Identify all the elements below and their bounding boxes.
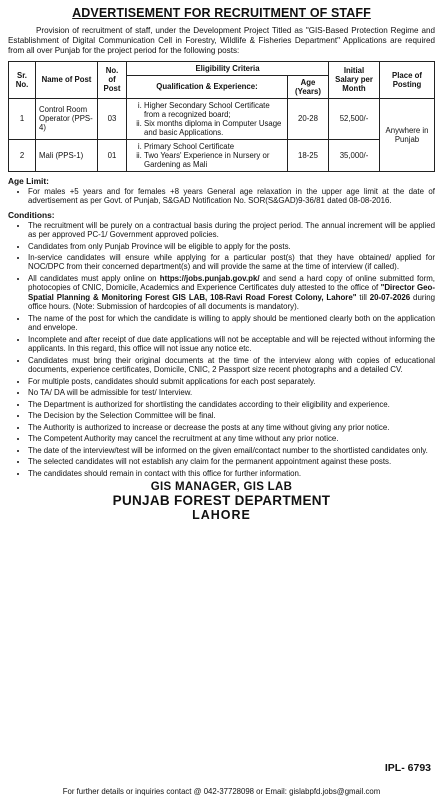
condition-item: • For multiple posts, candidates should submit applications for each post separately. xyxy=(28,377,435,386)
qualification-item: ii. Six months diploma in Computer Usage and basic Applications. xyxy=(144,119,284,137)
condition-item: • The name of the post for which the candidate is willing to apply should be mentioned clearly both on the application and envelope. xyxy=(28,314,435,333)
apply-text: till xyxy=(356,292,370,302)
qualification-item: ii. Two Years' Experience in Nursery or Gardening as Mali xyxy=(144,151,284,169)
contact-line: For further details or inquiries contact @ 042-37728098 or Email: gislabpfd.jobs@gmail.com xyxy=(62,787,381,796)
condition-item: • The Competent Authority may cancel the recruitment at any time without any prior notice. xyxy=(28,434,435,443)
header-place: Place of Posting xyxy=(380,61,435,98)
condition-item: • The Authority is authorized to increase or decrease the posts at any time without giving any prior notice. xyxy=(28,423,435,432)
condition-item: • In-service candidates will ensure while applying for a particular post(s) that they have obtained/ applied for NOC/DPC from their concerned department(s) and will provide the same at the time of interview (if called). xyxy=(28,253,435,272)
condition-item: • The Department is authorized for shortlisting the candidates according to their eligibility and experience. xyxy=(28,400,435,409)
condition-item-apply-online xyxy=(28,274,435,312)
intro-paragraph: Provision of recruitment of staff, under the Development Project Titled as "GIS-Based Protection Regime and Establishment of Digital Communication Cell in Forestry, Wildlife & Fisheries Department" Applications are required from all over Punjab for the project period for the following posts: xyxy=(8,26,435,55)
row-post: Control Room Operator (PPS-4) xyxy=(36,98,98,139)
header-criteria: Eligibility Criteria xyxy=(127,61,329,75)
row-post: Mali (PPS-1) xyxy=(36,139,98,171)
posts-table xyxy=(8,61,435,172)
qualification-item: i. Higher Secondary School Certificate from a recognized board; xyxy=(144,101,284,119)
header-salary: Initial Salary per Month xyxy=(329,61,380,98)
condition-item: • No TA/ DA will be admissible for test/ Interview. xyxy=(28,388,435,397)
row-count: 01 xyxy=(98,139,127,171)
condition-item: • Incomplete and after receipt of due date applications will not be acceptable and will be rejected without informing the applicants. In this regard, this office will not issue any notice etc. xyxy=(28,335,435,354)
header-qualification: Qualification & Experience: xyxy=(127,75,288,98)
jobs-portal-link[interactable]: https://jobs.punjab.gov.pk/ xyxy=(159,273,260,283)
row-salary: 52,500/- xyxy=(329,98,380,139)
apply-text: All candidates must apply online on xyxy=(28,273,160,283)
row-sr: 1 xyxy=(9,98,36,139)
conditions-heading: Conditions: xyxy=(8,209,55,220)
page-title: ADVERTISEMENT FOR RECRUITMENT OF STAFF xyxy=(72,6,371,20)
condition-item: • The candidates should remain in contact with this office for further information. xyxy=(28,469,435,478)
advertisement-page xyxy=(0,6,443,804)
header-sr: Sr. No. xyxy=(9,61,36,98)
header-count: No. of Post xyxy=(98,61,127,98)
condition-item: • The selected candidates will not establish any claim for the permanent appointment against these posts. xyxy=(28,457,435,466)
place-of-posting: Anywhere in Punjab xyxy=(380,98,435,171)
qualification-item: i. Primary School Certificate xyxy=(144,142,284,151)
row-sr: 2 xyxy=(9,139,36,171)
table-row xyxy=(9,139,435,171)
row-qualification xyxy=(127,139,288,171)
due-date: 20-07-2026 xyxy=(369,292,411,302)
condition-item: • Candidates must bring their original documents at the time of the interview along with copies of educational documents, experience certificates, Domicile, CNIC, 2 Passport size recent photographs and a detailed CV. xyxy=(28,356,435,375)
department-name: PUNJAB FOREST DEPARTMENT xyxy=(112,493,331,509)
office-address: "Director Geo-Spatial Planning & Monitoring Forest GIS LAB, 108-Ravi Road Forest Colony, Lahore" xyxy=(28,283,435,302)
header-post: Name of Post xyxy=(36,61,98,98)
header-age: Age (Years) xyxy=(288,75,329,98)
condition-item: • The date of the interview/test will be informed on the given email/contact number to the shortlisted candidates only. xyxy=(28,446,435,455)
age-limit-heading: Age Limit: xyxy=(8,175,49,186)
table-row xyxy=(9,98,435,139)
signature-block xyxy=(8,481,435,522)
row-qualification xyxy=(127,98,288,139)
condition-item: • The recruitment will be purely on a contractual basis during the project period. The annual increment will be applied as per approved PC-1/ Government approved policies. xyxy=(28,221,435,240)
apply-text: during office hours. (Note: Submission of hardcopies of all documents is mandatory). xyxy=(28,292,435,312)
city-name: LAHORE xyxy=(192,508,251,523)
row-age: 18-25 xyxy=(288,139,329,171)
signatory-title: GIS MANAGER, GIS LAB xyxy=(150,481,293,494)
apply-text: and send a hard copy of online submitted form, photocopies of CNIC, Domicile, Academics and Experience Certificates duly attested to the office of xyxy=(28,273,436,293)
row-age: 20-28 xyxy=(288,98,329,139)
ipl-number: IPL- 6793 xyxy=(384,762,431,774)
row-salary: 35,000/- xyxy=(329,139,380,171)
conditions-list xyxy=(8,221,435,479)
condition-item: • Candidates from only Punjab Province will be eligible to apply for the posts. xyxy=(28,242,435,251)
condition-item: • The Decision by the Selection Committee will be final. xyxy=(28,411,435,420)
age-limit-text: • For males +5 years and for females +8 years General age relaxation in the upper age limit at the date of advertisement as per Govt. of Punjab, S&GAD Notification No. SOR(S&GAD)9-36/81 dated 08-08-2016. xyxy=(28,187,435,206)
age-limit-list xyxy=(8,187,435,206)
row-count: 03 xyxy=(98,98,127,139)
